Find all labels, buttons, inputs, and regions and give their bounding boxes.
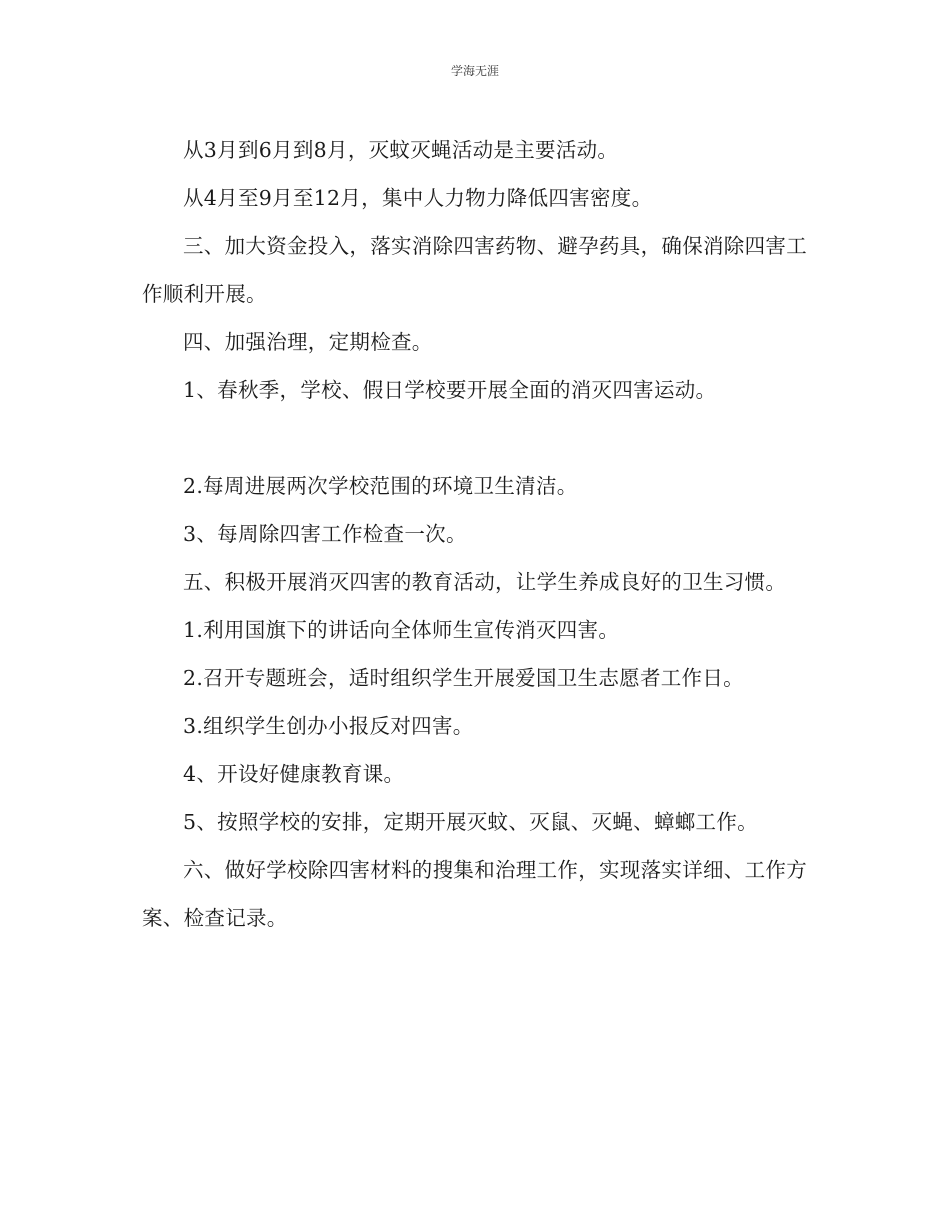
document-body	[142, 126, 812, 942]
paragraph-section-five: 五、积极开展消灭四害的教育活动，让学生养成良好的卫生习惯。	[183, 570, 787, 594]
paragraph-mosquito-fly-period: 从3月到6月到8月，灭蚊灭蝇活动是主要活动。	[183, 138, 619, 162]
paragraph-section-four: 四、加强治理，定期检查。	[183, 330, 433, 354]
paragraph-density-reduction: 从4月至9月至12月，集中人力物力降低四害密度。	[183, 186, 653, 210]
paragraph-item-flag-speech: 1.利用国旗下的讲话向全体师生宣传消灭四害。	[183, 618, 620, 642]
paragraph-gap	[142, 414, 812, 462]
page-header: 学海无涯	[450, 64, 499, 78]
paragraph-item-health-class: 4、开设好健康教育课。	[183, 762, 405, 786]
paragraph-item-pest-control: 5、按照学校的安排，定期开展灭蚊、灭鼠、灭蝇、蟑螂工作。	[183, 810, 758, 834]
paragraph-item-spring-autumn: 1、春秋季，学校、假日学校要开展全面的消灭四害运动。	[183, 378, 717, 402]
paragraph-item-weekly-inspection: 3、每周除四害工作检查一次。	[183, 522, 467, 546]
paragraph-section-three: 三、加大资金投入，落实消除四害药物、避孕药具，确保消除四害工作顺利开展。	[142, 234, 807, 306]
paragraph-item-tabloid: 3.组织学生创办小报反对四害。	[183, 714, 474, 738]
paragraph-section-six: 六、做好学校除四害材料的搜集和治理工作，实现落实详细、工作方案、检查记录。	[142, 858, 807, 930]
paragraph-item-class-meeting: 2.召开专题班会，适时组织学生开展爱国卫生志愿者工作日。	[183, 666, 744, 690]
paragraph-item-weekly-cleaning: 2.每周进展两次学校范围的环境卫生清洁。	[183, 474, 578, 498]
